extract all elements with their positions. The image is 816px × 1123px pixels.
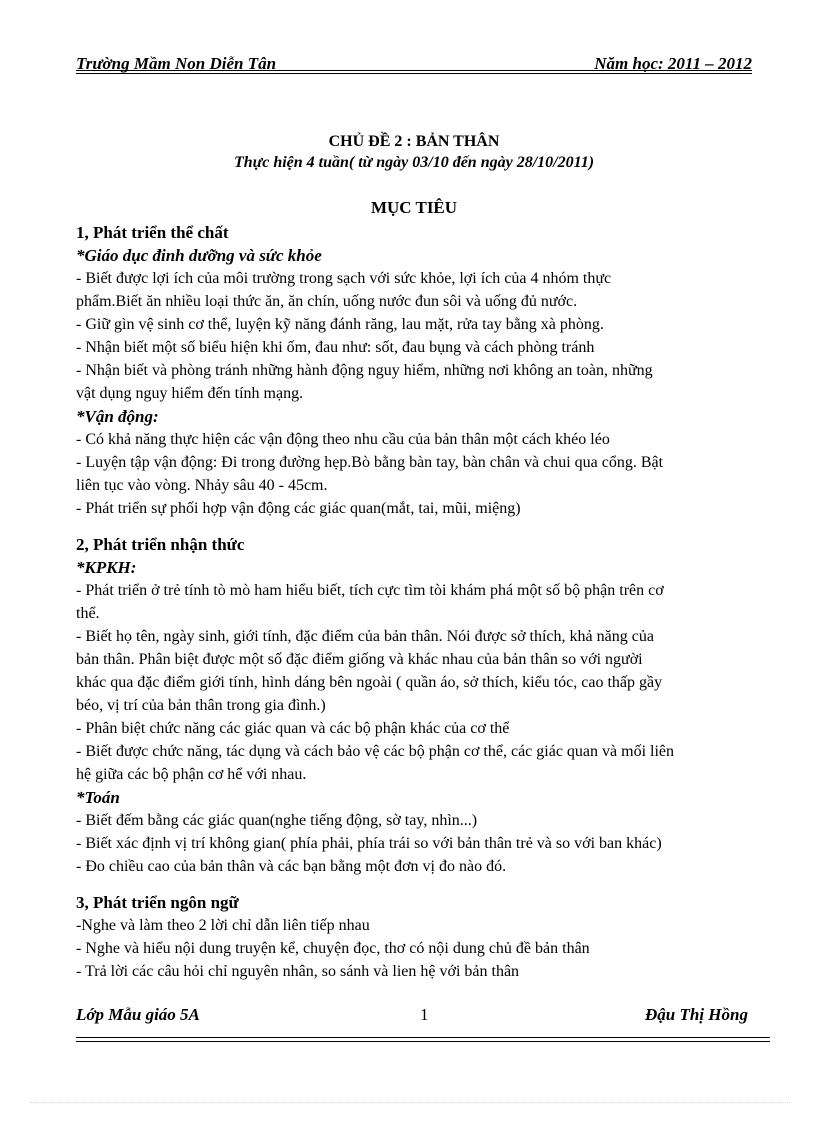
text-line: - Biết đếm bằng các giác quan(nghe tiếng động, sờ tay, nhìn...)	[76, 812, 478, 829]
text-line: phẩm.Biết ăn nhiều loại thức ăn, ăn chín, uống nước đun sôi và uống đủ nước.	[76, 293, 578, 310]
text-line: - Phát triển ở trẻ tính tò mò ham hiểu biết, tích cực tìm tòi khám phá một số bộ phận trên cơ	[76, 582, 664, 599]
topic-title: CHỦ ĐỀ 2 : BẢN THÂN	[328, 133, 500, 150]
text-line: bản thân. Phân biệt được một số đặc điểm giống và khác nhau của bản thân so với người	[76, 651, 643, 668]
subheading-math: *Toán	[76, 788, 120, 807]
subheading-nutrition: *Giáo dục đinh dưỡng và sức khỏe	[76, 246, 322, 265]
text-line: - Phát triển sự phối hợp vận động các giác quan(mắt, tai, mũi, miệng)	[76, 500, 521, 517]
section-title: MỤC TIÊU	[370, 198, 458, 217]
text-line: - Phân biệt chức năng các giác quan và các bộ phận khác của cơ thể	[76, 720, 510, 737]
text-line: - Biết xác định vị trí không gian( phía phải, phía trái so với bản thân trẻ và so với ban khác)	[76, 835, 662, 852]
subheading-kpkh: *KPKH:	[76, 558, 137, 577]
footer-rule	[76, 1037, 770, 1038]
text-line: vật dụng nguy hiểm đến tính mạng.	[76, 385, 304, 402]
title-block	[76, 131, 752, 173]
duration-subtitle: Thực hiện 4 tuần( từ ngày 03/10 đến ngày 28/10/2011)	[233, 154, 595, 171]
school-year: Năm học: 2011 – 2012	[594, 54, 752, 73]
document-body	[76, 221, 776, 983]
page-footer	[76, 1005, 752, 1029]
footer-rule-double	[76, 1041, 770, 1042]
text-line: - Biết được lợi ích của môi trường trong sạch với sức khỏe, lợi ích của 4 nhóm thực	[76, 270, 612, 287]
text-line: hệ giữa các bộ phận cơ hể với nhau.	[76, 766, 307, 783]
subheading-motor: *Vận động:	[76, 407, 159, 426]
page-edge-divider	[30, 1102, 790, 1103]
text-line: - Giữ gìn vệ sinh cơ thể, luyện kỹ năng đánh răng, lau mặt, rửa tay bằng xà phòng.	[76, 316, 604, 333]
text-line: - Nghe và hiểu nội dung truyện kể, chuyện đọc, thơ có nội dung chủ đề bản thân	[76, 940, 590, 957]
text-line: - Biết được chức năng, tác dụng và cách bảo vệ các bộ phận cơ thể, các giác quan và mối liên	[76, 743, 675, 760]
teacher-name: Đậu Thị Hồng	[645, 1005, 748, 1024]
text-line: - Luyện tập vận động: Đi trong đường hẹp.Bò bằng bàn tay, bàn chân và chui qua cổng. Bật	[76, 454, 664, 471]
heading-language: 3, Phát triển ngôn ngữ	[76, 893, 239, 912]
heading-physical: 1, Phát triển thể chất	[76, 223, 229, 242]
section-gap	[76, 878, 776, 891]
heading-cognitive: 2, Phát triển nhận thức	[76, 535, 245, 554]
text-line: béo, vị trí của bản thân trong gia đình.)	[76, 697, 326, 714]
text-line: -Nghe và làm theo 2 lời chỉ dẫn liên tiếp nhau	[76, 917, 370, 934]
text-line: khác qua đặc điểm giới tính, hình dáng bên ngoài ( quần áo, sở thích, kiểu tóc, cao thấp gầy	[76, 674, 663, 691]
class-name: Lớp Mẫu giáo 5A	[76, 1005, 200, 1024]
text-line: - Đo chiều cao của bản thân và các bạn bằng một đơn vị đo nào đó.	[76, 858, 507, 875]
school-name: Trường Mầm Non Diễn Tân	[76, 54, 277, 73]
page-number: 1	[420, 1005, 429, 1024]
header-rule	[76, 70, 752, 71]
header-rule-double	[76, 73, 752, 74]
text-line: liên tục vào vòng. Nhảy sâu 40 - 45cm.	[76, 477, 328, 494]
text-line: - Nhận biết một số biểu hiện khi ốm, đau như: sốt, đau bụng và cách phòng tránh	[76, 339, 595, 356]
section-gap	[76, 520, 776, 533]
text-line: thể.	[76, 605, 100, 622]
text-line: - Biết họ tên, ngày sinh, giới tính, đặc điểm của bản thân. Nói được sở thích, khả năng của	[76, 628, 654, 645]
text-line: - Nhận biết và phòng tránh những hành động nguy hiểm, những nơi không an toàn, những	[76, 362, 653, 379]
text-line: - Có khả năng thực hiện các vận động theo nhu cầu của bản thân một cách khéo léo	[76, 431, 610, 448]
text-line: - Trả lời các câu hỏi chỉ nguyên nhân, so sánh và lien hệ với bản thân	[76, 963, 520, 980]
